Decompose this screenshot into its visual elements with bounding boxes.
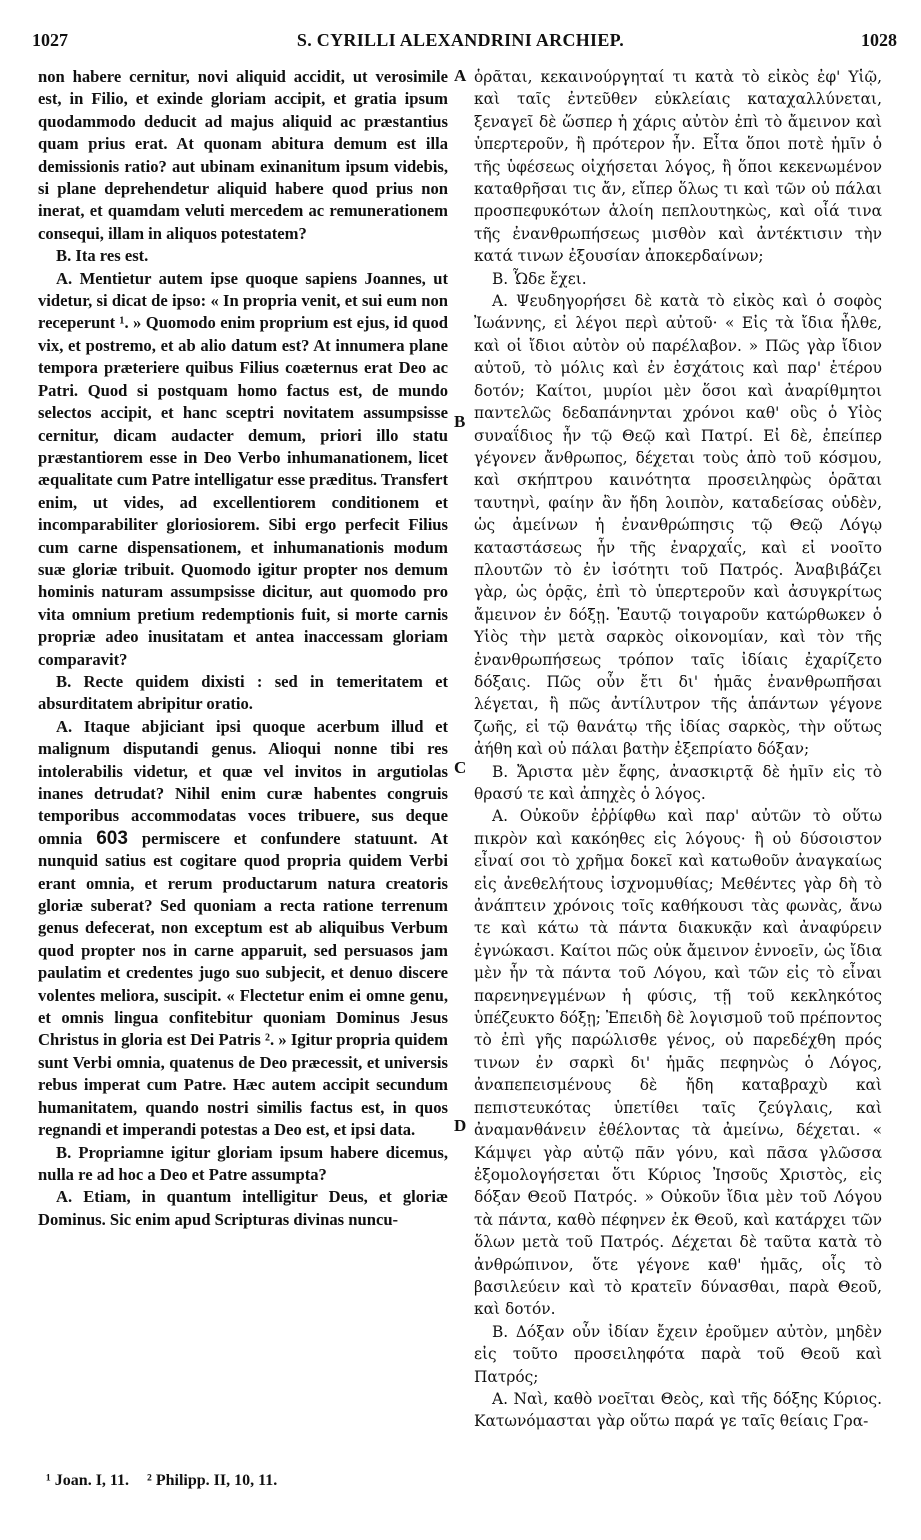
latin-paragraph: A. Mentietur autem ipse quoque sapiens Joannes, ut videtur, si dicat de ipso: « In propria venit, et sui eum non receperunt ¹. » Quomodo enim proprium est ejus, id quod vix, et postremo, et ab alio datum est? At innumera plane tempora præteriere quibus Filius coæternus erat Deo ac Patri. Quod si postquam homo factus est, de mundo selectos accipit, et hanc sceptri novitatem assumpsisse cernitur, dicam audacter demum, priori illo statu præstantiorem esse in Deo Verbo inhumanationem, licet æqualitate cum Patre intelligatur esse præditus. Transfert enim, ut vides, ad excellentiorem conditionem et incomparabiliter gloriosiorem. Sibi ergo perfecit Filius cum carne dispensationem, et inhumanationis modum suæ gloriæ tribuit. Quomodo igitur propter nos demum hominis naturam assumpsisse dicitur, aut quomodo pro vita omnium pretium redemptionis fuit, si morte carnis propriæ adeo inusitatam et antea inaccessam gloriam comparavit? (38, 268, 448, 669)
greek-column (474, 66, 882, 1433)
greek-paragraph: Α. Ψευδηγορήσει δὲ κατὰ τὸ εἰκὸς καὶ ὁ σοφὸς Ἰωάννης, εἰ λέγοι περὶ αὐτοῦ· « Εἰς τὰ ἴδια ἦλθε, καὶ οἱ ἴδιοι αὐτὸν οὐ παρέλαβον. » Πῶς γὰρ ἴδιον αὐτοῦ, τὸ μόλις καὶ ἐν ἐσχάτοις καὶ παρ' ἑτέρου δοτόν; Καίτοι, μυρίοι μὲν ὅσοι καὶ ἀναρίθμητοι παντελῶς δεδαπάνηνται χρόνοι καθ' οὓς ὁ Υἱὸς συναΐδιος ἦν τῷ Θεῷ καὶ Πατρί. Εἰ δὲ, ἐπείπερ γέγονεν ἄνθρωπος, δέχεται τοὺς ἀπὸ τοῦ κόσμου, καὶ σκήπτρου καινότητα προσειληφὼς ὁρᾶται ταυτηνὶ, φαίην ἂν ἤδη λοιπὸν, καταδείσας οὐδὲν, ὡς ἀμείνων ἡ ἐνανθρώπησις τῷ Θεῷ Λόγῳ καταστάσεως ἦν τῆς ἐναρχαΐς, καὶ εἰ νοοῖτο πλουτῶν τὸ ἐν ἰσότητι τοῦ Πατρός. Ἀναβιβάζει γὰρ, ὡς ὁρᾷς, ἐπὶ τὸ ὑπερτεροῦν καὶ ἀσυγκρίτως ἄμεινον ἐν δόξῃ. Ἑαυτῷ τοιγαροῦν κατώρθωκεν ὁ Υἱὸς τὴν μετὰ σαρκὸς οἰκονομίαν, καὶ τὸν τῆς ἐνανθρωπήσεως τρόπον ταῖς ἰδίαις ἐχαρίζετο δόξαις. Πῶς οὖν ἔτι δι' ἡμᾶς ἐνανθρωπῆσαι λέγεται, ἢ πῶς ἀντίλυτρον τῆς ἁπάντων γέγονε ζωῆς, εἰ τῷ θανάτῳ τῆς ἰδίας σαρκὸς, τὴν οὕτως ἀήθη καὶ οὐ πάλαι βατὴν ἐξεπρίατο δόξαν; (474, 292, 882, 759)
latin-paragraph: A. Etiam, in quantum intelligitur Deus, et gloriæ Dominus. Sic enim apud Scripturas divinas nuncu- (38, 1187, 448, 1229)
greek-paragraph: ὁρᾶται, κεκαινούργηταί τι κατὰ τὸ εἰκὸς ἐφ' Υἱῷ, καὶ ταῖς ἐντεῦθεν εὐκλείαις καταχαλλύνεται, ξεναγεῖ δὲ ὥσπερ ἡ χάρις αὐτὸν ἐπὶ τὸ ἄμεινον καὶ ὑπερτεροῦν, ἢ πρότερον ἦν. Εἶτα ὅποι ποτὲ ἡμῖν ὁ τῆς ὑφέσεως οἰχήσεται λόγος, ἢ ὅποι κεκενωμένον καταθρῆσαι τις ἄν, εἴπερ ὅλως τι καὶ τῶν οὐ πάλαι προσπεφυκότων ἁλοίη πεπλουτηκὼς, καὶ οἷά τινα τῆς ἐνανθρωπήσεως μισθὸν καὶ ἀντέκτισιν τὴν κατά τινων ἐξουσίαν ἀποκερδαίνων; (474, 68, 882, 266)
footnote: ¹ Joan. I, 11. (46, 1472, 130, 1489)
latin-text: A. Itaque abjiciant ipsi quoque acerbum illud et malignum disputandi genus. Alioqui nonne tibi res intolerabilis videtur, et quæ vel invitos in argutiolas inanes detrudat? Nihil enim curæ habentes congruis temporibus accommodatas voces tribuere, sus deque omnia (38, 716, 448, 848)
footnote: ² Philipp. II, 10, 11. (147, 1472, 278, 1489)
page-header (0, 30, 921, 56)
section-marker-a: A (454, 66, 467, 85)
latin-paragraph: B. Recte quidem dixisti : sed in temeritatem et absurditatem abripitur oratio. (38, 671, 448, 714)
section-marker-c: C (454, 758, 467, 777)
latin-text: permiscere et confundere statuunt. At nunquid satius est cogitare quod propria quidem Verbi erant omnia, et rerum productarum natura creatoris gloriæ suberat? Sed quoniam a recta ratione terrenum genus defecerat, non exceptum est ab aliquibus Verbum quod propter nos in carne apparuit, sed persuasos jam paulatim et credentes jugo suo subjecit, et denuo discere volentes meliora, suscipit. « Flectetur enim ei omne genu, et omnis lingua confitebitur quoniam Dominus Jesus Christus in gloria est Dei Patris ². » Igitur propria quidem sunt Verbi omnia, quatenus de Deo præcessit, et universis rebus imperat cum Patre. Hæc autem accipit secundum humanitatem, quando nostri similis factus est, in quos regnandi et imperandi potestas a Deo est, et ipsi data. (38, 828, 449, 1140)
latin-column (38, 66, 448, 1231)
greek-paragraph: Β. Ἄριστα μὲν ἔφης, ἀνασκιρτᾷ δὲ ἡμῖν εἰς τὸ θρασύ τε καὶ ἀπηχὲς ὁ λόγος. (474, 762, 882, 803)
greek-paragraph: Β. Δόξαν οὖν ἰδίαν ἔχειν ἐροῦμεν αὐτὸν, μηδὲν εἰς τοῦτο προσειληφότα παρὰ τοῦ Θεοῦ καὶ Πατρός; (474, 1322, 882, 1386)
latin-paragraph: non habere cernitur, novi aliquid accidit, ut verosimile est, in Filio, et exinde gloriam accipit, et gratia ipsum quodammodo deducit ad majus aliquid ac præstantius quam prius erat. At quonam abitura demum est illa demissionis ratio? aut ubinam exinanitum ipsum videbis, si plane deprehendetur aliquid habere quod prius non inerat, et quamdam veluti mercedem ac remunerationem consequi, illam in aliquos potestatem? (38, 67, 448, 243)
page-number-right: 1028 (861, 30, 897, 50)
latin-paragraph: B. Propriamne igitur gloriam ipsum habere dicemus, nulla re ad hoc a Deo et Patre assumpta? (38, 1142, 448, 1184)
greek-paragraph: Α. Οὐκοῦν ἐῤῥίφθω καὶ παρ' αὐτῶν τὸ οὕτω πικρὸν καὶ κακόηθες εἰς λόγους· ἢ οὐ δύσοιστον εἶναί σοι τὸ χρῆμα δοκεῖ καὶ κατωθοῦν ἀναγκαίως εἰς ἀνεθελήτους ἰσχνομυθίας; Μεθέντες γὰρ δὴ τὸ ἀνάπτειν χρόνοις τοῖς καθήκουσι τὰς φωνὰς, ἄνω τε καὶ κάτω τὰ πάντα διακυκᾷν καὶ ἀναφύρειν ἐγνώκασι. Καίτοι πῶς οὐκ ἄμεινον ἐννοεῖν, ὡς ἴδια μὲν ἦν τὰ πάντα τοῦ Λόγου, καὶ τῶν εἰς τὸ εἶναι παρενηνεγμένων ἡ φύσις, τῇ τοῦ κεκληκότος ὑπέζευκτο δόξῃ; Ἐπειδὴ δὲ λογισμοῦ τοῦ πρέποντος τὸ ἐπὶ γῆς παρώλισθε γένος, οὐ παρεδέχθη πρός τινων ἐν σαρκὶ δι' ἡμᾶς πεφηνὼς ὁ Λόγος, ἀναπεπεισμένους δὲ ἤδη καταβραχὺ καὶ πεπιστευκότας ὑπετίθει ταῖς ζεύγλαις, καὶ ἀναμανθάνειν ἐθέλοντας τὰ ἀμείνω, δέχεται. « Κάμψει γὰρ αὐτῷ πᾶν γόνυ, καὶ πᾶσα γλῶσσα ἐξομολογήσεται ὅτι Κύριος Ἰησοῦς Χριστὸς, εἰς δόξαν Θεοῦ Πατρός. » Οὐκοῦν ἴδια μὲν τοῦ Λόγου τὰ πάντα, καθὸ πέφηνεν ἐκ Θεοῦ, καὶ κατάρχει τῶν ὅλων μετὰ τοῦ Πατρός. Δέχεται δὲ ταῦτα κατὰ τὸ ἀνθρώπινον, ὅτε γέγονε καθ' ἡμᾶς, οἷς τὸ βασιλεύειν καὶ τὸ κρατεῖν δύνασθαι, παρὰ Θεοῦ, καὶ δοτόν. (474, 807, 882, 1319)
page-number-left: 1027 (32, 30, 68, 50)
section-marker-d: D (454, 1116, 467, 1135)
latin-paragraph (38, 716, 448, 1142)
latin-paragraph: B. Ita res est. (56, 246, 149, 266)
section-marker-b: B (454, 412, 466, 431)
running-title: S. CYRILLI ALEXANDRINI ARCHIEP. (296, 30, 625, 50)
footnotes (46, 1472, 291, 1490)
column-number: 603 (96, 827, 128, 849)
greek-paragraph: Β. Ὧδε ἔχει. (492, 269, 587, 288)
greek-paragraph: Α. Ναὶ, καθὸ νοεῖται Θεὸς, καὶ τῆς δόξης Κύριος. Κατωνόμασται γὰρ οὕτω παρά γε ταῖς θείαις Γρα- (474, 1389, 882, 1431)
